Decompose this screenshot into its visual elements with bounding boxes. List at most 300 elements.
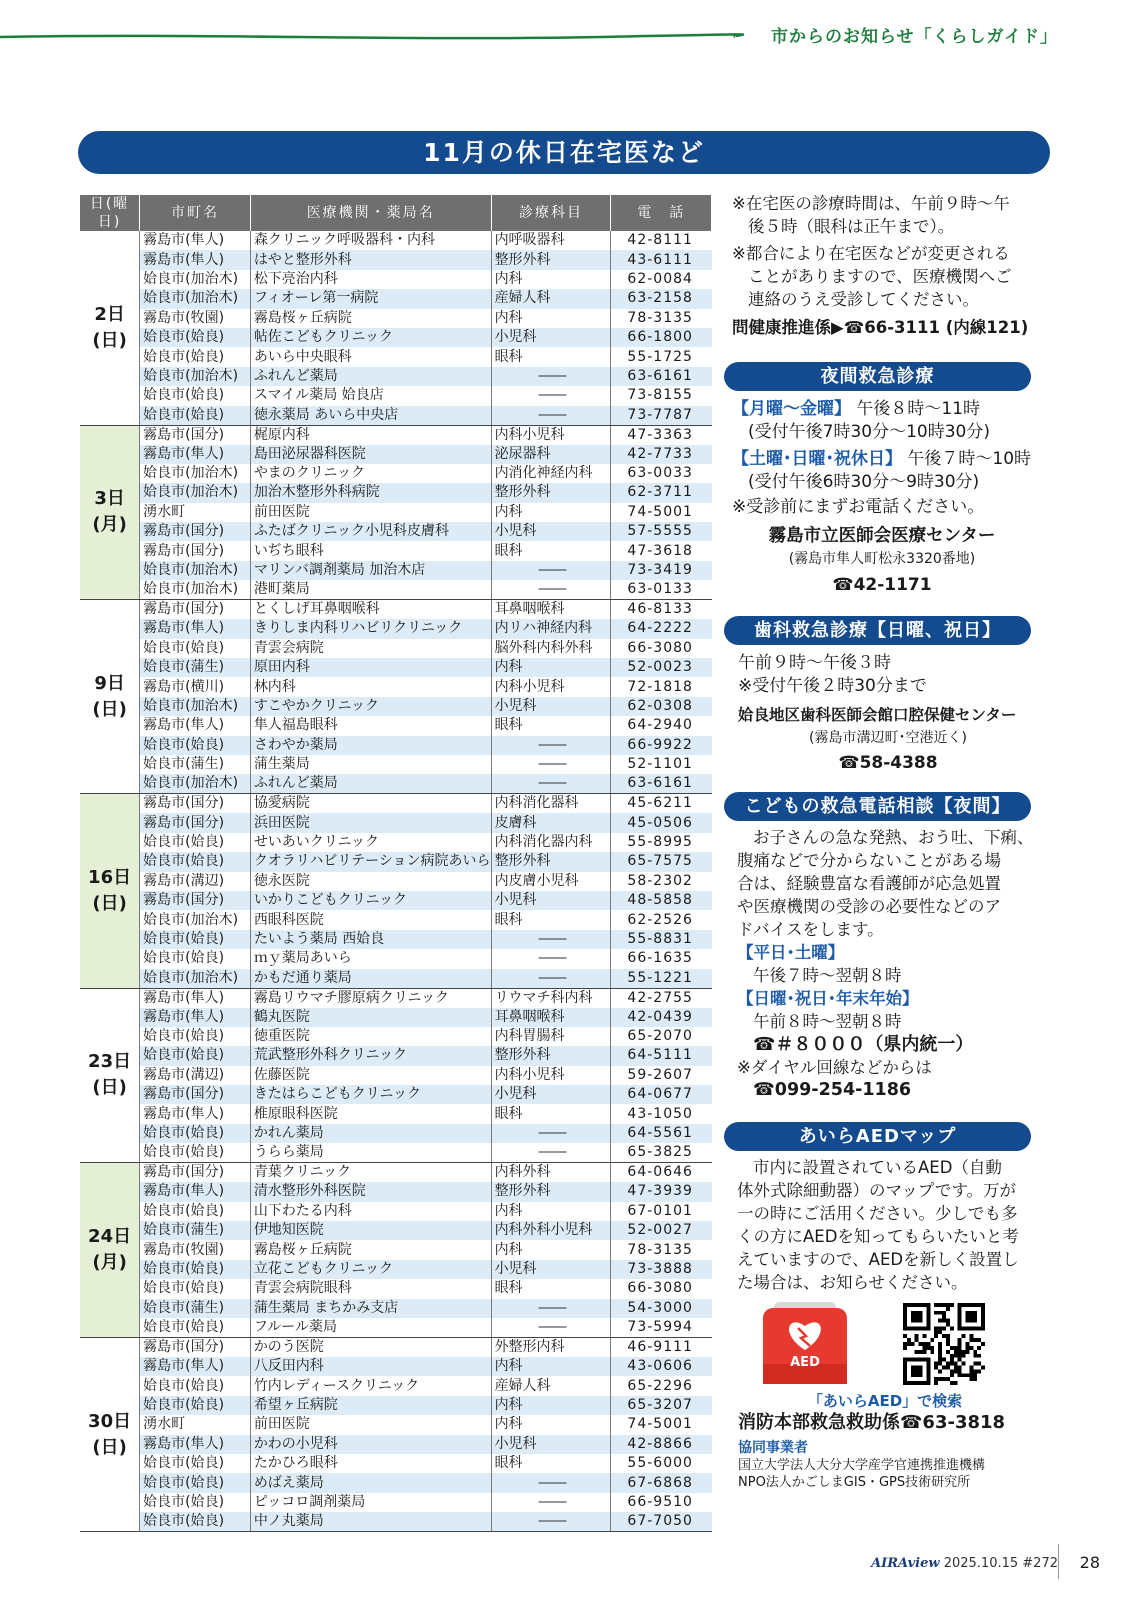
phone-cell: 63-2158 xyxy=(611,289,712,308)
table-row xyxy=(80,522,712,541)
department-cell: 眼科 xyxy=(491,716,611,735)
table-row xyxy=(80,813,712,832)
kids-text: お子さんの急な発熱、おう吐、下痢、 xyxy=(753,828,1034,847)
institution-cell: 山下わたる内科 xyxy=(250,1202,491,1221)
col-header-institution: 医療機関・薬局名 xyxy=(250,195,491,231)
kids-weekday-label: 【平日･土曜】 xyxy=(737,943,845,962)
phone-cell: 57-5555 xyxy=(611,522,712,541)
city-cell: 姶良市(姶良) xyxy=(140,1260,251,1279)
institution-cell: 立花こどもクリニック xyxy=(250,1260,491,1279)
city-cell: 姶良市(蒲生) xyxy=(140,755,251,774)
city-cell: 霧島市(国分) xyxy=(140,1085,251,1104)
day-weekday: (日) xyxy=(92,1077,127,1099)
partners-label: 協同事業者 xyxy=(738,1440,808,1456)
city-cell: 姶良市(姶良) xyxy=(140,1512,251,1532)
institution-cell: さわやか薬局 xyxy=(250,736,491,755)
institution-cell: いかりこどもクリニック xyxy=(250,891,491,910)
table-row xyxy=(80,289,712,308)
table-row xyxy=(80,1337,712,1357)
day-cell xyxy=(80,600,140,794)
department-cell: 内科消化器内科 xyxy=(491,833,611,852)
department-cell: 内呼吸器科 xyxy=(491,231,611,250)
institution-cell: 霧島リウマチ膠原病クリニック xyxy=(250,988,491,1008)
city-cell: 姶良市(蒲生) xyxy=(140,1299,251,1318)
phone-cell: 74-5001 xyxy=(627,1416,693,1433)
table-row xyxy=(80,1396,712,1415)
city-cell: 霧島市(国分) xyxy=(140,522,251,541)
department-cell: ―― xyxy=(491,1493,611,1512)
department-cell: リウマチ科内科 xyxy=(491,988,611,1008)
city-cell: 姶良市(姶良) xyxy=(140,833,251,852)
phone-cell: 43-6111 xyxy=(611,250,712,269)
department-cell: 脳外科内科外科 xyxy=(491,639,611,658)
institution-cell: やまのクリニック xyxy=(250,464,491,483)
institution-cell: ふれんど薬局 xyxy=(250,367,491,386)
institution-cell: あいら中央眼科 xyxy=(250,347,491,366)
health-contact: 問健康推進係▶☎66-3111 (内線121) xyxy=(732,318,1029,337)
city-cell: 霧島市(隼人) xyxy=(140,231,251,250)
phone-cell: 55-1725 xyxy=(627,348,693,365)
magazine-brand: AIRAview xyxy=(871,1556,940,1571)
city-cell: 姶良市(蒲生) xyxy=(140,1221,251,1240)
kids-holiday-hours: 午前８時〜翌朝８時 xyxy=(753,1012,902,1031)
kids-holiday-label: 【日曜･祝日･年末年始】 xyxy=(737,989,919,1008)
institution-cell: 青雲会病院 xyxy=(250,639,491,658)
fire-dept-contact: 消防本部救急救助係☎63-3818 xyxy=(738,1412,1006,1433)
city-cell: 姶良市(加治木) xyxy=(140,367,251,386)
city-cell: 湧水町 xyxy=(140,1415,251,1434)
table-row xyxy=(80,483,712,502)
day-date: 24日 xyxy=(88,1226,132,1248)
kids-hotline-number: ☎＃８０００（県内統一） xyxy=(753,1034,974,1055)
phone-cell: 48-5858 xyxy=(611,891,712,910)
table-row xyxy=(80,891,712,910)
partners xyxy=(738,1440,1038,1491)
table-row xyxy=(80,328,712,347)
aed-text: えていますので、AEDを新しく設置し xyxy=(737,1250,1019,1269)
phone-cell: 73-8155 xyxy=(627,387,693,404)
table-row xyxy=(80,910,712,929)
department-cell: ―― xyxy=(491,1124,611,1143)
institution-cell: たいよう薬局 西姶良 xyxy=(250,930,491,949)
institution-cell: 佐藤医院 xyxy=(250,1066,491,1085)
department-cell: 眼科 xyxy=(491,541,611,560)
department-cell: ―― xyxy=(491,969,611,989)
table-row xyxy=(80,1435,712,1454)
table-row xyxy=(80,464,712,483)
department-cell: 内科小児科 xyxy=(491,425,611,445)
phone-cell: 52-1101 xyxy=(627,756,693,773)
phone-cell: 63-0033 xyxy=(627,465,693,482)
city-cell: 姶良市(加治木) xyxy=(140,483,251,502)
department-cell: 内消化神経内科 xyxy=(491,464,611,483)
institution-cell: 梶原内科 xyxy=(250,425,491,445)
day-cell xyxy=(80,1337,140,1531)
table-row xyxy=(80,347,712,366)
col-header-phone: 電 話 xyxy=(611,195,712,231)
dental-hours: 午前９時〜午後３時 xyxy=(738,653,891,673)
partner-name: 国立大学法人大分大学産学官連携推進機構 xyxy=(738,1458,986,1473)
department-cell: 小児科 xyxy=(491,891,611,910)
table-row xyxy=(80,872,712,891)
table-row xyxy=(80,309,712,328)
table-row xyxy=(80,270,712,289)
institution-cell: 港町薬局 xyxy=(250,580,491,600)
phone-cell: 55-8831 xyxy=(611,930,712,949)
phone-cell: 65-2296 xyxy=(627,1377,693,1394)
phone-cell: 47-3618 xyxy=(627,542,693,559)
department-cell: 内科 xyxy=(491,309,611,328)
table-row xyxy=(80,1027,712,1046)
day-weekday: (日) xyxy=(92,892,127,914)
day-weekday: (日) xyxy=(92,1436,127,1458)
department-cell: ―― xyxy=(491,561,611,580)
department-cell: 内科 xyxy=(491,503,611,522)
department-cell: 小児科 xyxy=(491,1260,611,1279)
institution-cell: 島田泌尿器科医院 xyxy=(250,445,491,464)
table-row xyxy=(80,774,712,794)
city-cell: 霧島市(国分) xyxy=(140,600,251,620)
note-line: 連絡のうえ受診してください。 xyxy=(748,290,979,309)
day-weekday: (月) xyxy=(92,1252,127,1274)
table-row xyxy=(80,1473,712,1492)
footer xyxy=(871,1556,1058,1571)
table-row xyxy=(80,716,712,735)
page-number: 28 xyxy=(1079,1553,1100,1572)
table-row xyxy=(80,541,712,560)
table-row xyxy=(80,852,712,871)
city-cell: 霧島市(隼人) xyxy=(140,250,251,269)
institution-cell: 松下亮治内科 xyxy=(250,270,491,289)
city-cell: 霧島市(隼人) xyxy=(140,1008,251,1027)
note-line: 後５時（眼科は正午まで）。 xyxy=(748,217,955,236)
department-cell: 整形外科 xyxy=(491,1182,611,1201)
institution-cell: 前田医院 xyxy=(250,503,491,522)
city-cell: 霧島市(国分) xyxy=(140,813,251,832)
department-cell: ―― xyxy=(491,1473,611,1492)
city-cell: 姶良市(加治木) xyxy=(140,774,251,794)
table-row xyxy=(80,833,712,852)
phone-cell: 62-3711 xyxy=(611,483,712,502)
city-cell: 姶良市(姶良) xyxy=(140,1046,251,1065)
table-row xyxy=(80,697,712,716)
table-row xyxy=(80,1260,712,1279)
department-cell: ―― xyxy=(491,736,611,755)
weekend-hours: 午後７時〜10時 xyxy=(907,449,1032,469)
department-cell: 内科 xyxy=(491,658,611,677)
table-row xyxy=(80,677,712,696)
table-row xyxy=(80,503,712,522)
day-weekday: (月) xyxy=(92,514,127,536)
institution-cell: きたはらこどもクリニック xyxy=(250,1085,491,1104)
weekend-label: 【土曜･日曜･祝休日】 xyxy=(732,449,902,469)
kids-weekday-hours: 午後７時〜翌朝８時 xyxy=(753,966,902,985)
col-header-department: 診療科目 xyxy=(491,195,611,231)
table-row xyxy=(80,1182,712,1201)
department-cell: 内科 xyxy=(491,1415,611,1434)
city-cell: 姶良市(姶良) xyxy=(140,930,251,949)
department-cell: 眼科 xyxy=(491,1104,611,1123)
city-cell: 姶良市(姶良) xyxy=(140,1376,251,1395)
weekday-reception: (受付午後7時30分〜10時30分) xyxy=(748,422,990,442)
phone-cell: 45-6211 xyxy=(627,795,693,812)
phone-cell: 73-3888 xyxy=(611,1260,712,1279)
city-cell: 姶良市(蒲生) xyxy=(140,658,251,677)
institution-cell: マリンバ調剤薬局 加治木店 xyxy=(250,561,491,580)
department-cell: ―― xyxy=(491,755,611,774)
day-date: 23日 xyxy=(88,1051,132,1073)
aed-device-icon xyxy=(760,1300,850,1386)
aed-map-heading: あいらAEDマップ xyxy=(724,1122,1031,1151)
city-cell: 姶良市(姶良) xyxy=(140,852,251,871)
city-cell: 姶良市(姶良) xyxy=(140,328,251,347)
phone-cell: 72-1818 xyxy=(627,678,693,695)
city-cell: 霧島市(隼人) xyxy=(140,445,251,464)
table-row xyxy=(80,561,712,580)
phone-cell: 47-3939 xyxy=(611,1182,712,1201)
city-cell: 霧島市(溝辺) xyxy=(140,1066,251,1085)
table-row xyxy=(80,794,712,814)
phone-cell: 52-0023 xyxy=(611,658,712,677)
phone-cell: 65-7575 xyxy=(611,852,712,871)
city-cell: 姶良市(加治木) xyxy=(140,561,251,580)
col-header-day: 日(曜日) xyxy=(80,195,140,231)
table-row xyxy=(80,1279,712,1298)
phone-cell: 62-0084 xyxy=(627,270,693,287)
institution-cell: 原田内科 xyxy=(250,658,491,677)
dental-center-name: 姶良地区歯科医師会館口腔保健センター xyxy=(738,706,1017,724)
phone-cell: 45-0506 xyxy=(611,813,712,832)
city-cell: 霧島市(横川) xyxy=(140,677,251,696)
department-cell: ―― xyxy=(491,1143,611,1163)
city-cell: 霧島市(国分) xyxy=(140,425,251,445)
aed-logo-text: AED xyxy=(790,1355,820,1370)
day-date: 3日 xyxy=(94,488,125,510)
institution-cell: 中ノ丸薬局 xyxy=(250,1512,491,1532)
day-cell xyxy=(80,231,140,425)
night-emergency-info xyxy=(732,398,1032,597)
institution-cell: きりしま内科リハビリクリニック xyxy=(250,619,491,638)
institution-cell: 霧島桜ヶ丘病院 xyxy=(250,1240,491,1259)
day-cell xyxy=(80,794,140,988)
department-cell: 整形外科 xyxy=(491,852,611,871)
kids-alt-number: ☎099-254-1186 xyxy=(753,1080,912,1100)
department-cell: ―― xyxy=(491,1512,611,1532)
city-cell: 姶良市(姶良) xyxy=(140,1202,251,1221)
table-row xyxy=(80,1124,712,1143)
city-cell: 霧島市(隼人) xyxy=(140,1435,251,1454)
city-cell: 姶良市(加治木) xyxy=(140,910,251,929)
phone-cell: 73-5994 xyxy=(611,1318,712,1338)
institution-cell: かわの小児科 xyxy=(250,1435,491,1454)
weekday-hours: 午後８時〜11時 xyxy=(856,399,981,419)
phone-cell: 46-8133 xyxy=(627,601,693,618)
note-line: ことがありますので、医療機関へご xyxy=(748,267,1012,286)
phone-cell: 67-0101 xyxy=(627,1202,693,1219)
city-cell: 霧島市(隼人) xyxy=(140,1182,251,1201)
institution-cell: かのう医院 xyxy=(250,1337,491,1357)
phone-cell: 46-9111 xyxy=(627,1338,693,1355)
phone-cell: 55-6000 xyxy=(627,1455,693,1472)
day-date: 9日 xyxy=(94,672,125,694)
department-cell: 内科 xyxy=(491,270,611,289)
table-row xyxy=(80,1454,712,1473)
city-cell: 姶良市(加治木) xyxy=(140,289,251,308)
table-row xyxy=(80,619,712,638)
department-cell: 整形外科 xyxy=(491,1046,611,1065)
table-row xyxy=(80,1085,712,1104)
dental-emergency-heading: 歯科救急診療【日曜、祝日】 xyxy=(724,616,1031,645)
phone-cell: 64-5111 xyxy=(611,1046,712,1065)
table-row xyxy=(80,949,712,968)
institution-cell: ふれんど薬局 xyxy=(250,774,491,794)
department-cell: 眼科 xyxy=(491,910,611,929)
city-cell: 霧島市(溝辺) xyxy=(140,872,251,891)
department-cell: 産婦人科 xyxy=(491,1376,611,1395)
institution-cell: 希望ヶ丘病院 xyxy=(250,1396,491,1415)
aed-map-info xyxy=(737,1156,1037,1294)
table-row xyxy=(80,1415,712,1434)
table-row xyxy=(80,969,712,989)
holiday-doctor-table xyxy=(80,195,712,1532)
phone-cell: 59-2607 xyxy=(627,1066,693,1083)
institution-cell: 椎原眼科医院 xyxy=(250,1104,491,1123)
day-date: 30日 xyxy=(88,1410,132,1432)
institution-cell: 青葉クリニック xyxy=(250,1163,491,1183)
city-cell: 姶良市(姶良) xyxy=(140,1279,251,1298)
department-cell: 内科消化器科 xyxy=(491,794,611,814)
phone-cell: 73-3419 xyxy=(611,561,712,580)
institution-cell: 青雲会病院眼科 xyxy=(250,1279,491,1298)
institution-cell: 八反田内科 xyxy=(250,1357,491,1376)
phone-cell: 42-8111 xyxy=(627,232,693,249)
institution-cell: フィオーレ第一病院 xyxy=(250,289,491,308)
institution-cell: 帖佐こどもクリニック xyxy=(250,328,491,347)
city-cell: 姶良市(姶良) xyxy=(140,406,251,426)
city-cell: 姶良市(姶良) xyxy=(140,1454,251,1473)
weekday-label: 【月曜〜金曜】 xyxy=(732,399,851,419)
institution-cell: 蒲生薬局 まちかみ支店 xyxy=(250,1299,491,1318)
day-cell xyxy=(80,425,140,600)
kids-text: 腹痛などで分からないことがある場 xyxy=(737,851,1001,870)
institution-cell: 西眼科医院 xyxy=(250,910,491,929)
table-row xyxy=(80,367,712,386)
aed-search-hint: 「あいらAED」で検索 xyxy=(807,1392,963,1410)
footer-divider xyxy=(1058,1544,1059,1579)
phone-cell: 42-7733 xyxy=(611,445,712,464)
table-row xyxy=(80,386,712,405)
kids-text: 合は、経験豊富な看護師が応急処置 xyxy=(737,874,1001,893)
page-title: 11月の休日在宅医など xyxy=(78,131,1050,174)
day-weekday: (日) xyxy=(92,329,127,351)
col-header-city: 市町名 xyxy=(140,195,251,231)
aed-text: 市内に設置されているAED（自動 xyxy=(753,1158,1002,1177)
city-cell: 姶良市(姶良) xyxy=(140,1493,251,1512)
department-cell: 小児科 xyxy=(491,328,611,347)
institution-cell: 浜田医院 xyxy=(250,813,491,832)
institution-cell: ふたばクリニック小児科皮膚科 xyxy=(250,522,491,541)
department-cell: 小児科 xyxy=(491,1435,611,1454)
institution-cell: いぢち眼科 xyxy=(250,541,491,560)
city-cell: 姶良市(加治木) xyxy=(140,969,251,989)
institution-cell: 鶴丸医院 xyxy=(250,1008,491,1027)
department-cell: 小児科 xyxy=(491,697,611,716)
phone-cell: 66-3080 xyxy=(627,639,693,656)
table-row xyxy=(80,1512,712,1532)
phone-cell: 62-2526 xyxy=(627,911,693,928)
night-center-name: 霧島市立医師会医療センター xyxy=(768,526,996,546)
table-row xyxy=(80,1357,712,1376)
table-row xyxy=(80,988,712,1008)
city-cell: 姶良市(姶良) xyxy=(140,347,251,366)
phone-cell: 66-9922 xyxy=(611,736,712,755)
dental-center-phone: ☎58-4388 xyxy=(838,753,938,773)
institution-cell: 森クリニック呼吸器科・内科 xyxy=(250,231,491,250)
phone-cell: 64-0677 xyxy=(611,1085,712,1104)
city-cell: 霧島市(牧園) xyxy=(140,1240,251,1259)
city-cell: 姶良市(姶良) xyxy=(140,1318,251,1338)
city-cell: 姶良市(加治木) xyxy=(140,697,251,716)
department-cell: ―― xyxy=(491,949,611,968)
institution-cell: 前田医院 xyxy=(250,1415,491,1434)
phone-cell: 64-2222 xyxy=(611,619,712,638)
day-date: 16日 xyxy=(88,866,132,888)
phone-cell: 64-5561 xyxy=(611,1124,712,1143)
phone-cell: 78-3135 xyxy=(627,309,693,326)
aed-text: くの方にAEDを知ってもらいたいと考 xyxy=(737,1227,1019,1246)
table-row xyxy=(80,639,712,658)
institution-cell: すこやかクリニック xyxy=(250,697,491,716)
table-row xyxy=(80,755,712,774)
dental-emergency-info xyxy=(738,652,1038,775)
institution-cell: ピッコロ調剤薬局 xyxy=(250,1493,491,1512)
institution-cell: 徳重医院 xyxy=(250,1027,491,1046)
phone-cell: 47-3363 xyxy=(627,426,693,443)
city-cell: 霧島市(隼人) xyxy=(140,1357,251,1376)
qr-code-icon[interactable] xyxy=(903,1303,985,1385)
city-cell: 霧島市(隼人) xyxy=(140,716,251,735)
phone-cell: 78-3135 xyxy=(627,1241,693,1258)
kids-hotline-heading: こどもの救急電話相談【夜間】 xyxy=(724,792,1031,821)
weekend-reception: (受付午後6時30分〜9時30分) xyxy=(748,472,980,492)
phone-cell: 65-3207 xyxy=(611,1396,712,1415)
institution-cell: めばえ薬局 xyxy=(250,1473,491,1492)
day-cell xyxy=(80,1163,140,1338)
kids-hotline-info xyxy=(737,826,1037,1102)
department-cell: 整形外科 xyxy=(491,483,611,502)
department-cell: 内科 xyxy=(491,1357,611,1376)
city-cell: 姶良市(姶良) xyxy=(140,1124,251,1143)
table-row xyxy=(80,1221,712,1240)
day-cell xyxy=(80,988,140,1163)
phone-cell: 55-1221 xyxy=(611,969,712,989)
institution-cell: 蒲生薬局 xyxy=(250,755,491,774)
institution-cell: かれん薬局 xyxy=(250,1124,491,1143)
table-row xyxy=(80,736,712,755)
department-cell: ―― xyxy=(491,1299,611,1318)
city-cell: 姶良市(姶良) xyxy=(140,1396,251,1415)
table-row xyxy=(80,231,712,250)
night-note: ※受診前にまずお電話ください。 xyxy=(732,497,985,517)
phone-cell: 66-3080 xyxy=(627,1280,693,1297)
phone-cell: 67-7050 xyxy=(611,1512,712,1532)
phone-cell: 63-6161 xyxy=(611,774,712,794)
department-cell: ―― xyxy=(491,580,611,600)
phone-cell: 43-0606 xyxy=(611,1357,712,1376)
phone-cell: 63-6161 xyxy=(611,367,712,386)
table-row xyxy=(80,1318,712,1338)
institution-cell: 霧島桜ヶ丘病院 xyxy=(250,309,491,328)
